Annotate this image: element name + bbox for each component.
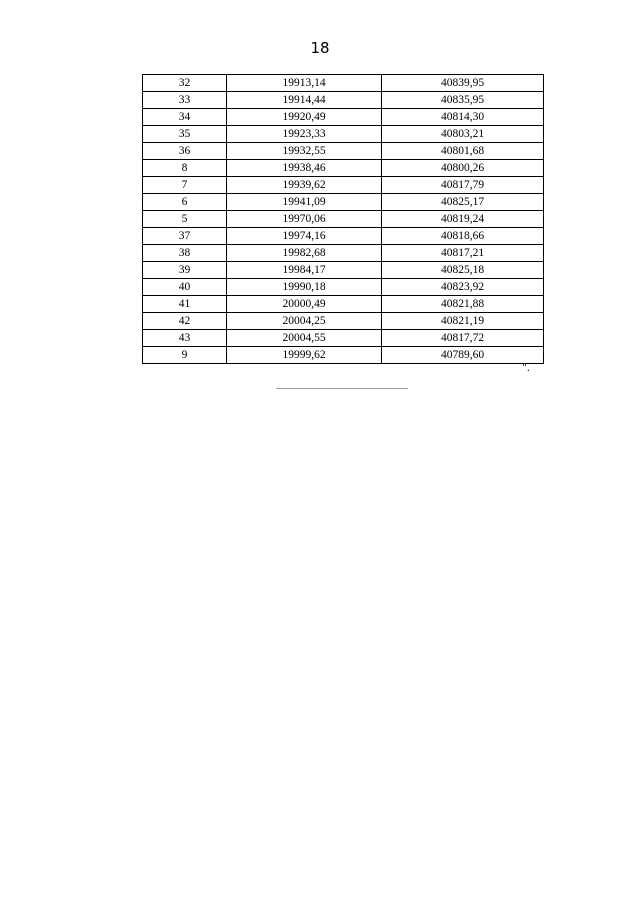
x-coordinate-cell: 19920,49 [227,109,382,126]
point-number-cell: 43 [143,330,227,347]
point-number-cell: 7 [143,177,227,194]
closing-quote-mark: ". [522,360,530,374]
table-row [143,211,544,228]
y-coordinate-cell: 40835,95 [382,92,544,109]
x-coordinate-cell: 19970,06 [227,211,382,228]
table-row [143,75,544,92]
x-coordinate-cell: 20004,55 [227,330,382,347]
y-coordinate-cell: 40814,30 [382,109,544,126]
y-coordinate-cell: 40825,17 [382,194,544,211]
point-number-cell: 6 [143,194,227,211]
y-coordinate-cell: 40839,95 [382,75,544,92]
y-coordinate-cell: 40817,72 [382,330,544,347]
x-coordinate-cell: 19999,62 [227,347,382,364]
table-row [143,143,544,160]
point-number-cell: 41 [143,296,227,313]
point-number-cell: 34 [143,109,227,126]
point-number-cell: 38 [143,245,227,262]
point-number-cell: 37 [143,228,227,245]
point-number-cell: 9 [143,347,227,364]
y-coordinate-cell: 40823,92 [382,279,544,296]
y-coordinate-cell: 40817,21 [382,245,544,262]
table-row [143,92,544,109]
point-number-cell: 42 [143,313,227,330]
point-number-cell: 8 [143,160,227,177]
y-coordinate-cell: 40821,88 [382,296,544,313]
page-number: 18 [310,39,330,57]
y-coordinate-cell: 40825,18 [382,262,544,279]
table-row [143,279,544,296]
table-row [143,194,544,211]
coordinates-table [142,74,544,364]
table-row [143,109,544,126]
y-coordinate-cell: 40803,21 [382,126,544,143]
x-coordinate-cell: 19923,33 [227,126,382,143]
x-coordinate-cell: 20000,49 [227,296,382,313]
x-coordinate-cell: 19984,17 [227,262,382,279]
x-coordinate-cell: 19990,18 [227,279,382,296]
footnote-separator-line [276,388,408,389]
table-row [143,347,544,364]
y-coordinate-cell: 40821,19 [382,313,544,330]
table-row [143,126,544,143]
x-coordinate-cell: 19913,14 [227,75,382,92]
table-row [143,245,544,262]
x-coordinate-cell: 19941,09 [227,194,382,211]
point-number-cell: 36 [143,143,227,160]
point-number-cell: 33 [143,92,227,109]
coordinates-table-body [143,75,544,364]
table-row [143,313,544,330]
table-row [143,228,544,245]
y-coordinate-cell: 40800,26 [382,160,544,177]
y-coordinate-cell: 40801,68 [382,143,544,160]
x-coordinate-cell: 19974,16 [227,228,382,245]
point-number-cell: 5 [143,211,227,228]
x-coordinate-cell: 19982,68 [227,245,382,262]
table-row [143,177,544,194]
point-number-cell: 32 [143,75,227,92]
x-coordinate-cell: 19938,46 [227,160,382,177]
table-row [143,160,544,177]
x-coordinate-cell: 19914,44 [227,92,382,109]
y-coordinate-cell: 40817,79 [382,177,544,194]
x-coordinate-cell: 20004,25 [227,313,382,330]
y-coordinate-cell: 40789,60 [382,347,544,364]
point-number-cell: 40 [143,279,227,296]
table-row [143,296,544,313]
point-number-cell: 35 [143,126,227,143]
x-coordinate-cell: 19939,62 [227,177,382,194]
x-coordinate-cell: 19932,55 [227,143,382,160]
table-row [143,330,544,347]
y-coordinate-cell: 40818,66 [382,228,544,245]
table-row [143,262,544,279]
point-number-cell: 39 [143,262,227,279]
y-coordinate-cell: 40819,24 [382,211,544,228]
